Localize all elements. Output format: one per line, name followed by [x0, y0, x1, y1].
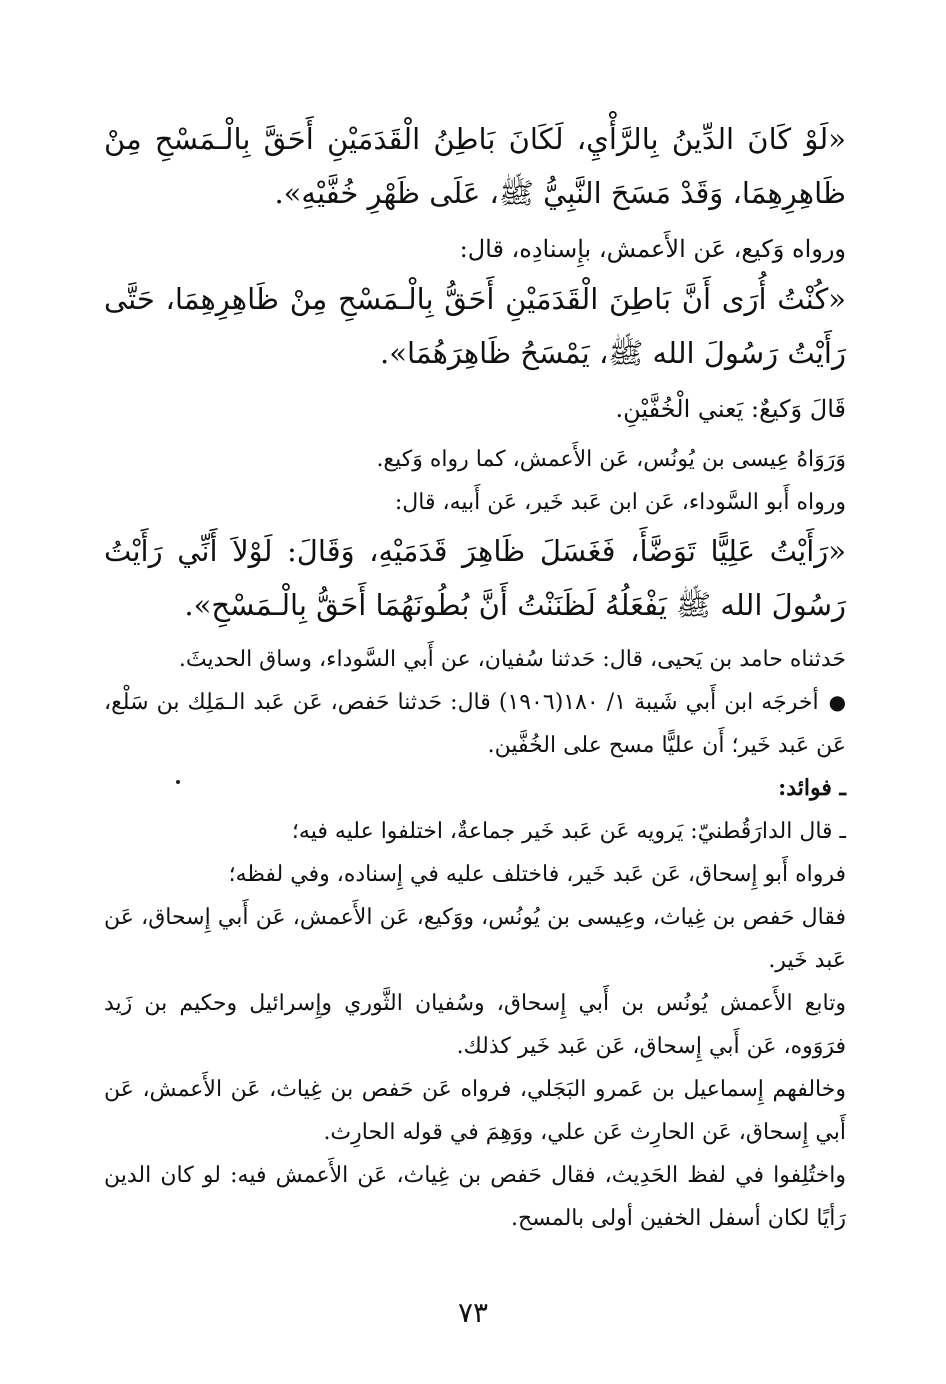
benefit-line-1: ـ قال الدارَقُطنيّ: يَرويه عَن عَبد خَير جماعةٌ، اختلفوا عليه فيه؛: [291, 819, 846, 844]
benefit-line-5: وخالفهم إِسماعيل بن عَمرو البَجَلي، فرواه عَن حَفص بن غِياث، عَن الأَعمش، عَن أَبي إِسحاق، عَن الحارِث عَن علي، ووَهِمَ في قوله الحارِث.: [104, 1077, 846, 1145]
narration-line-5: حَدثناه حامد بن يَحيى، قال: حَدثنا سُفيان، عن أَبي السَّوداء، وساق الحديثَ.: [178, 647, 846, 672]
narration-line-3: وَرَوَاهُ عِيسى بن يُونُس، عَن الأَعمش، كما رواه وَكيع.: [376, 447, 846, 472]
narration-line-1: ورواه وَكيع، عَن الأَعمش، بإِسنادِه، قال:: [459, 235, 846, 263]
benefit-line-2: فرواه أَبو إِسحاق، عَن عَبد خَير، فاختلف عليه في إِسناده، وفي لفظه؛: [228, 862, 846, 887]
narration-line-4: ورواه أَبو السَّوداء، عَن ابن عَبد خَير، عَن أَبيه، قال:: [394, 490, 846, 515]
ink-dot: [176, 780, 180, 784]
hadith-text-3: «رَأَيْتُ عَلِيًّا تَوَضَّأَ، فَغَسَلَ ظَاهِرَ قَدَمَيْهِ، وَقَالَ: لَوْلاَ أَنِّي رَأَيْتُ رَسُولَ الله ﷺ يَفْعَلُهُ لَظَنَنْتُ أَنَّ بُطُونَهُمَا أَحَقُّ بِالْـمَسْحِ».: [104, 534, 846, 622]
benefit-line-4: وتابع الأَعمش يُونُس بن أَبي إِسحاق، وسُفيان الثَّوري وإِسرائيل وحكيم بن زَيد فرَوَوه، عَن أَبي إِسحاق، عَن عَبد خَير كذلك.: [104, 991, 846, 1059]
benefits-heading: ـ فوائد:: [778, 775, 846, 801]
takhrij-note: [104, 681, 846, 767]
benefit-line-3: فقال حَفص بن غِياث، وعِيسى بن يُونُس، ووَكيع، عَن الأَعمش، عَن أَبي إِسحاق، عَن عَبد خَير.: [104, 905, 846, 973]
hadith-text-1: «لَوْ كَانَ الدِّينُ بِالرَّأْيِ، لَكَانَ بَاطِنُ الْقَدَمَيْنِ أَحَقَّ بِالْـمَسْحِ مِنْ ظَاهِرِهِمَا، وَقَدْ مَسَحَ النَّبِيُّ ﷺ، عَلَى ظَهْرِ خُفَّيْهِ».: [104, 122, 846, 210]
narration-line-2: قَالَ وَكيعٌ: يَعني الْخُفَّيْنِ.: [615, 395, 846, 423]
bullet-icon: ●: [828, 690, 847, 714]
page-number: ٧٣: [457, 1296, 489, 1329]
benefit-line-6: واختُلِفوا في لفظ الحَدِيث، فقال حَفص بن غِياث، عَن الأَعمش فيه: لو كان الدين رَأيًا لكان أسفل الخفين أولى بالمسح.: [104, 1163, 846, 1231]
hadith-text-2: «كُنْتُ أُرَى أَنَّ بَاطِنَ الْقَدَمَيْنِ أَحَقُّ بِالْـمَسْحِ مِنْ ظَاهِرِهِمَا، حَتَّى رَأَيْتُ رَسُولَ الله ﷺ، يَمْسَحُ ظَاهِرَهُمَا».: [104, 282, 846, 370]
takhrij-text: أخرجَه ابن أَبي شَيبة ١/ ١٨٠(١٩٠٦) قال: حَدثنا حَفص، عَن عَبد الـمَلِك بن سَلْع، عَن عَبد خَير؛ أَن عليًّا مسح على الخُفَّين.: [104, 690, 846, 758]
